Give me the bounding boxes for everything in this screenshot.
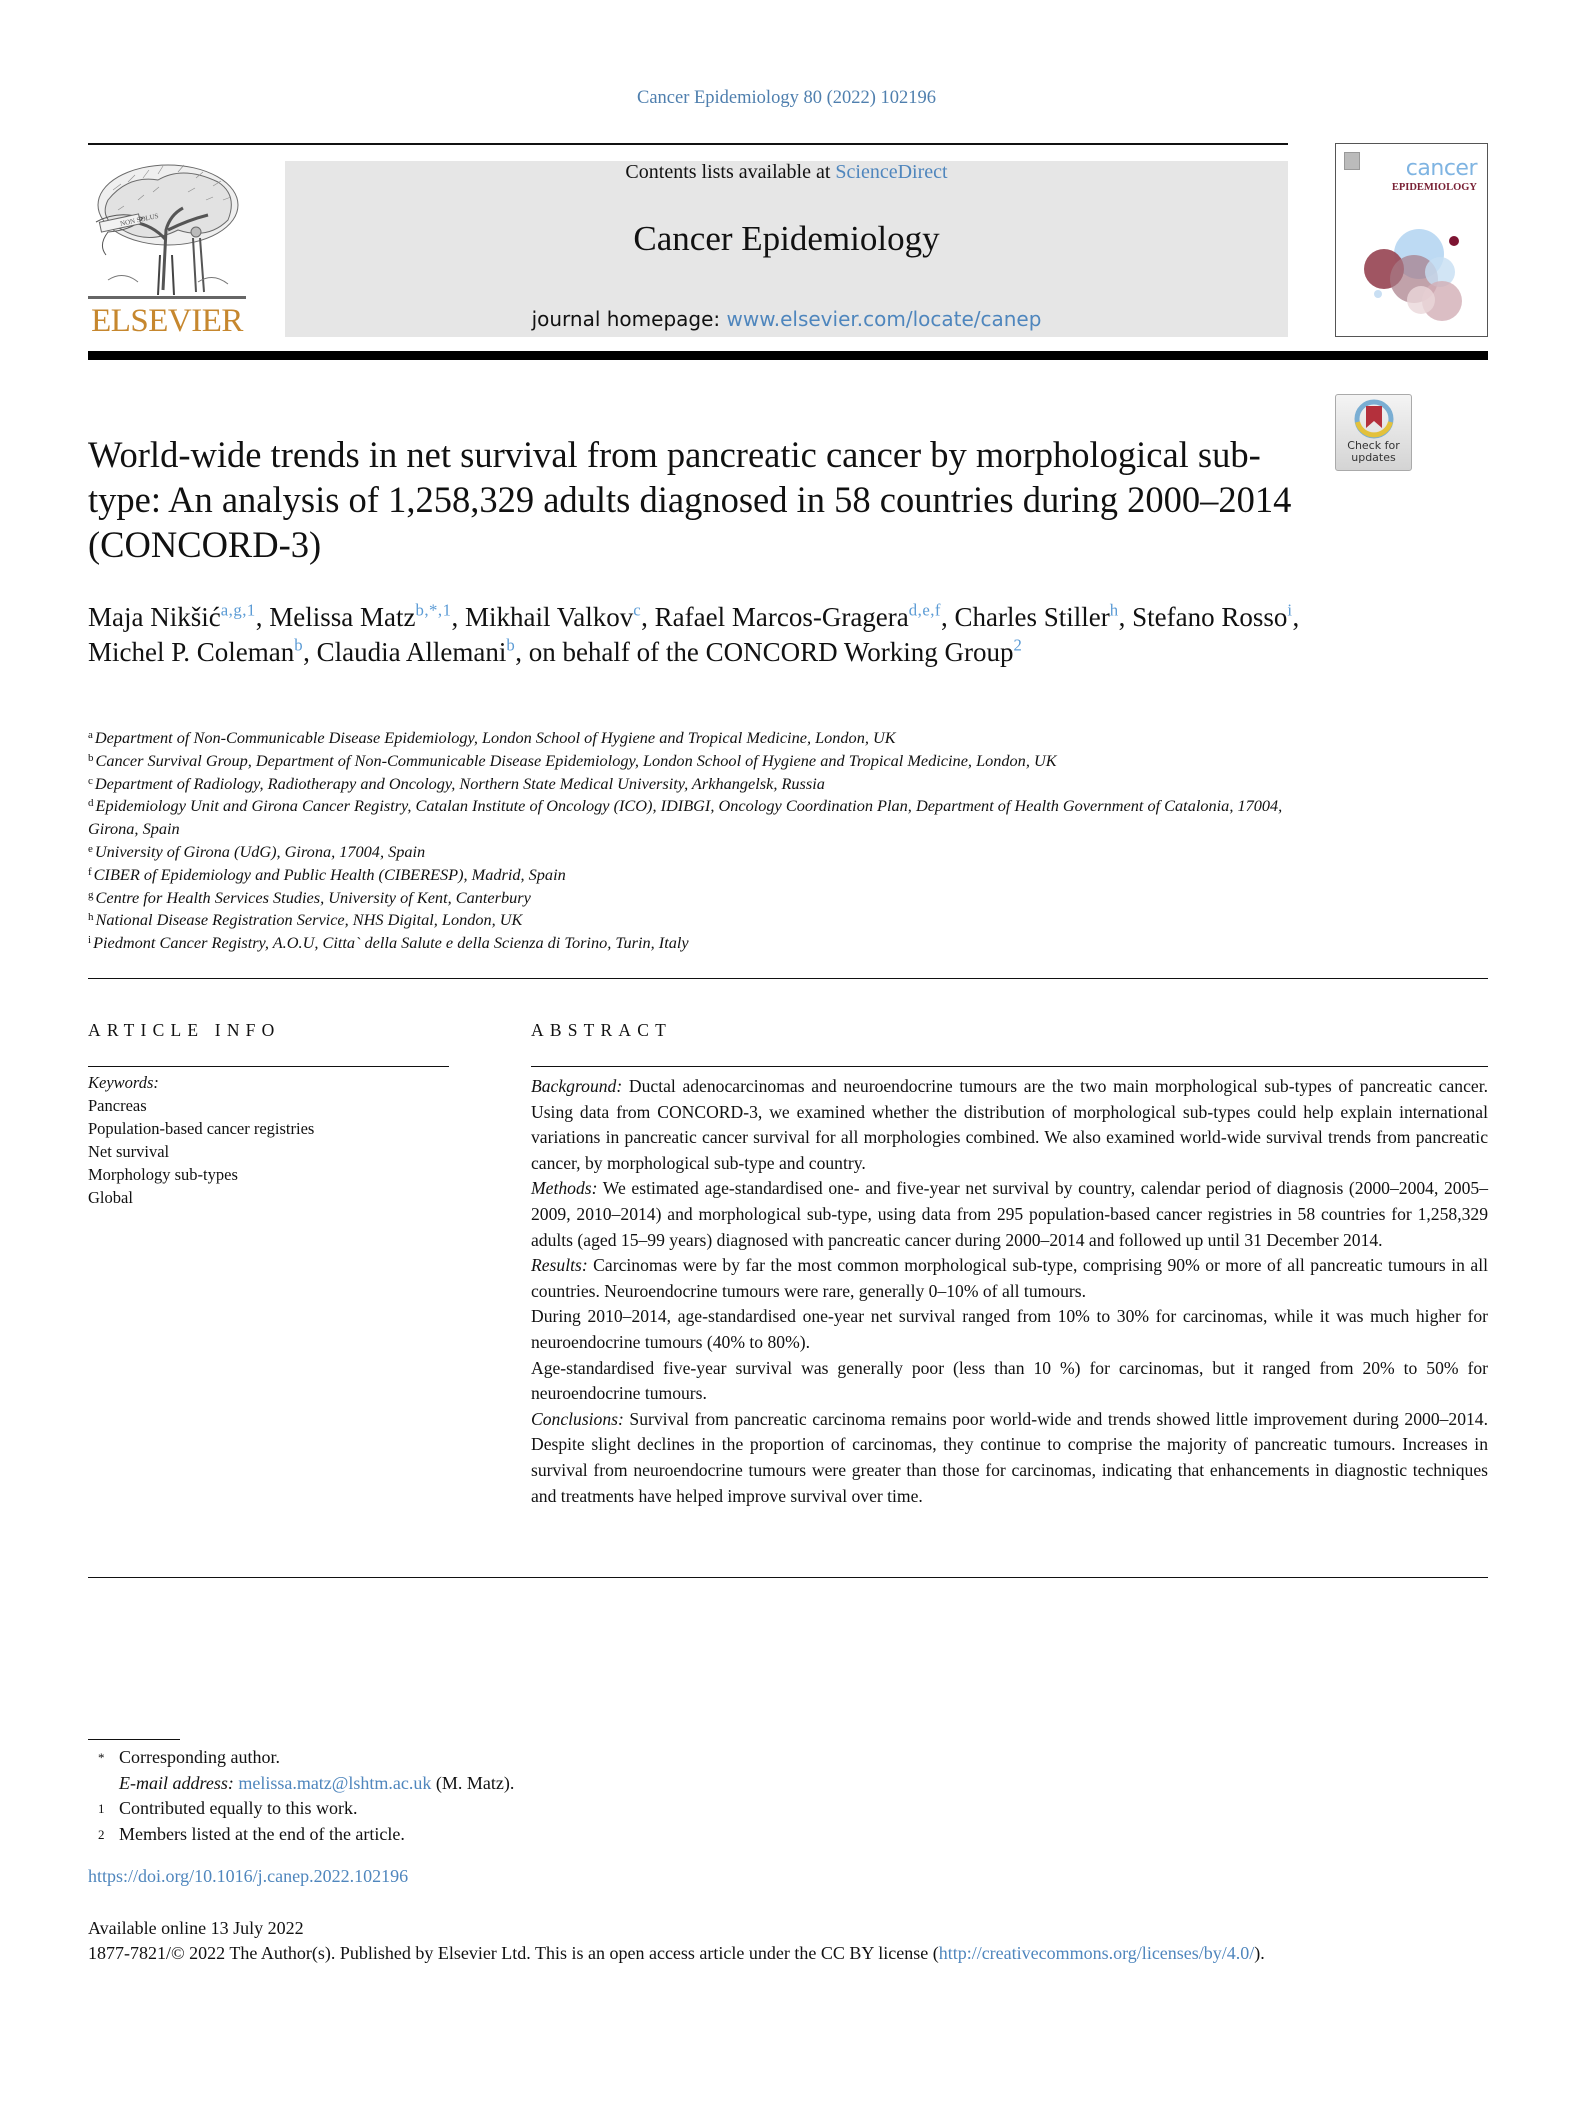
- affiliation-item: [88, 841, 1308, 864]
- running-head-journal-citation[interactable]: Cancer Epidemiology 80 (2022) 102196: [636, 88, 937, 108]
- abstract-text: Survival from pancreatic carcinoma remains poor world-wide and trends showed little improvement during 2000–2014. Despite slight declines in the proportion of carcinomas, they continue to comprise the majority of pancreatic tumours. Increases in survival from neuroendocrine tumours were greater than those for carcinomas, indicating that enhancements in diagnostic techniques and treatments have helped improve survival over time.: [531, 1408, 1488, 1506]
- abstract-divider: [531, 1066, 1488, 1067]
- contents-availability: [285, 161, 1288, 184]
- author-separator: ,: [941, 602, 955, 632]
- footnote-text: Members listed at the end of the article.: [119, 1823, 405, 1844]
- footnotes: [88, 1745, 988, 1847]
- abstract-paragraph: [531, 1304, 1488, 1355]
- journal-cover-thumbnail[interactable]: [1335, 143, 1488, 337]
- affiliation-item: [88, 909, 1308, 932]
- journal-homepage-link[interactable]: www.elsevier.com/locate/canep: [726, 307, 1042, 331]
- affiliation-text: National Disease Registration Service, NHS Digital, London, UK: [95, 910, 523, 930]
- affiliation-text: CIBER of Epidemiology and Public Health (CIBERESP), Madrid, Spain: [93, 864, 566, 884]
- author-affiliation-marks[interactable]: h: [1109, 600, 1119, 620]
- article-title: World-wide trends in net survival from pancreatic cancer by morphological sub-type: An analysis of 1,258,329 adults diagnosed in 58 countries during 2000–2014 (CONCORD-3): [88, 434, 1292, 565]
- journal-homepage: [285, 307, 1288, 331]
- article-info-heading: ARTICLE INFO: [88, 1020, 281, 1040]
- crossmark-bookmark-icon: [1353, 398, 1395, 440]
- available-online-date: Available online 13 July 2022: [88, 1918, 304, 1938]
- abstract-section-label: Methods:: [531, 1178, 598, 1199]
- author-name[interactable]: CONCORD Working Group: [705, 636, 1014, 667]
- author-name[interactable]: Rafael Marcos-Gragera: [654, 602, 909, 632]
- author-affiliation-marks[interactable]: d,e,f: [908, 600, 942, 620]
- author-affiliation-marks[interactable]: b: [506, 635, 516, 655]
- affiliation-text: Centre for Health Services Studies, University of Kent, Canterbury: [95, 887, 531, 907]
- check-updates-line1: Check for: [1347, 439, 1400, 452]
- affiliation-list: [88, 727, 1308, 955]
- journal-name: Cancer Epidemiology: [633, 219, 940, 258]
- affiliation-letter: a: [88, 729, 93, 742]
- abstract-section-label: Conclusions:: [531, 1408, 624, 1429]
- footnote-email: [88, 1771, 988, 1797]
- keyword-item[interactable]: Pancreas: [88, 1096, 147, 1115]
- footnote-mark: *: [98, 1750, 105, 1765]
- footnote-text: Contributed equally to this work.: [119, 1798, 358, 1818]
- author-affiliation-marks[interactable]: c: [633, 600, 642, 620]
- abstract-paragraph: [531, 1407, 1488, 1509]
- footnote-number: 2: [98, 1826, 105, 1842]
- abstract-bottom-divider: [88, 1577, 1488, 1578]
- abstract-text: Ductal adenocarcinomas and neuroendocrine tumours are the two main morphological sub-types of pancreatic cancer. Using data from CONCORD-3, we examined whether the distribution of morphological sub-types could help explain international variations in pancreatic cancer survival for all morphologies combined. We also examined world-wide survival trends from pancreatic cancer, by morphological sub-type and country.: [531, 1076, 1488, 1173]
- top-divider: [88, 143, 1288, 145]
- keywords-label: Keywords:: [88, 1073, 159, 1092]
- license-suffix: ).: [1254, 1943, 1265, 1963]
- abstract-paragraph: [531, 1253, 1488, 1304]
- sciencedirect-link[interactable]: ScienceDirect: [835, 161, 948, 183]
- cover-title-epidemiology: EPIDEMIOLOGY: [1391, 182, 1477, 193]
- author-affiliation-marks[interactable]: b: [294, 635, 304, 655]
- check-for-updates-button[interactable]: [1335, 394, 1412, 471]
- footnote-number: 1: [98, 1801, 105, 1816]
- affiliation-text: Cancer Survival Group, Department of Non-Communicable Disease Epidemiology, London School of Hygiene and Tropical Medicine, London, UK: [95, 750, 1057, 770]
- author-affiliation-marks[interactable]: a,g,1: [220, 600, 256, 620]
- affiliation-letter: e: [88, 843, 93, 856]
- author-separator: ,: [1118, 602, 1133, 632]
- journal-banner: [285, 161, 1288, 337]
- author-separator: ,: [451, 602, 465, 632]
- affiliation-item: [88, 887, 1308, 910]
- doi-link[interactable]: https://doi.org/10.1016/j.canep.2022.102196: [88, 1866, 409, 1886]
- footnote-corresponding: [88, 1745, 988, 1771]
- affiliation-letter: b: [88, 751, 94, 764]
- license-prefix: 1877-7821/© 2022 The Author(s). Published by Elsevier Ltd. This is an open access article under the CC BY license (: [88, 1943, 939, 1963]
- email-suffix: (M. Matz).: [431, 1772, 515, 1793]
- affiliation-letter: c: [88, 774, 93, 787]
- affiliation-item: [88, 864, 1308, 887]
- abstract-paragraph: [531, 1074, 1488, 1176]
- email-link[interactable]: melissa.matz@lshtm.ac.uk: [238, 1772, 432, 1793]
- keyword-item[interactable]: Global: [88, 1188, 133, 1207]
- homepage-prefix: journal homepage:: [531, 307, 721, 331]
- article-info-divider: [88, 1066, 449, 1067]
- author-name[interactable]: Claudia Allemani: [316, 636, 507, 667]
- affiliation-text: University of Girona (UdG), Girona, 17004, Spain: [94, 841, 426, 861]
- author-name[interactable]: Maja Nikšić: [88, 602, 221, 632]
- abstract-text: Age-standardised five-year survival was generally poor (less than 10 %) for carcinomas, but it ranged from 20% to 50% for neuroendocrine tumours.: [531, 1357, 1488, 1404]
- abstract-text: Carcinomas were by far the most common morphological sub-type, comprising 90% or more of all pancreatic tumours in all countries. Neuroendocrine tumours were rare, generally 0–10% of all tumours.: [531, 1255, 1488, 1301]
- license-link[interactable]: http://creativecommons.org/licenses/by/4.0/: [938, 1943, 1255, 1963]
- author-separator: , on behalf of the: [515, 636, 706, 667]
- affiliation-text: Department of Radiology, Radiotherapy and Oncology, Northern State Medical University, Arkhangelsk, Russia: [94, 773, 825, 793]
- affiliation-item: [88, 932, 1308, 955]
- keyword-item[interactable]: Net survival: [88, 1142, 170, 1161]
- affiliation-text: Department of Non-Communicable Disease Epidemiology, London School of Hygiene and Tropical Medicine, London, UK: [94, 728, 896, 747]
- author-name[interactable]: Mikhail Valkov: [464, 602, 634, 632]
- author-separator: ,: [303, 636, 317, 667]
- abstract-text: During 2010–2014, age-standardised one-year net survival ranged from 10% to 30% for carcinomas, while it was much higher for neuroendocrine tumours (40% to 80%).: [531, 1306, 1488, 1352]
- contents-prefix: Contents lists available at: [625, 161, 831, 183]
- affiliation-item: [88, 750, 1308, 773]
- keywords-block: [88, 1071, 438, 1209]
- author-name[interactable]: Michel P. Coleman: [88, 636, 295, 667]
- license-statement: [88, 1943, 1265, 1964]
- author-separator: ,: [1292, 602, 1300, 632]
- numbered-footnotes: [88, 1796, 988, 1847]
- keyword-item[interactable]: Morphology sub-types: [88, 1165, 238, 1184]
- affiliation-text: Epidemiology Unit and Girona Cancer Registry, Catalan Institute of Oncology (ICO), IDIBGI, Oncology Coordination Plan, Department of Health Government of Catalonia, 17004, Girona, Spain: [88, 796, 1283, 839]
- cover-title-cancer: cancer: [1405, 156, 1477, 181]
- author-list: [88, 600, 1308, 669]
- email-label: E-mail address:: [119, 1772, 234, 1793]
- elsevier-tree-icon: [88, 160, 246, 300]
- author-affiliation-marks[interactable]: 2: [1013, 635, 1023, 655]
- elsevier-wordmark: ELSEVIER: [91, 303, 243, 339]
- footnote-divider: [88, 1739, 180, 1740]
- abstract-section-label: Results:: [531, 1255, 588, 1276]
- footnote-item: [88, 1822, 988, 1848]
- affiliations-divider: [88, 978, 1488, 979]
- check-for-updates-label: [1336, 440, 1411, 464]
- affiliation-letter: i: [88, 934, 92, 947]
- author-affiliation-marks[interactable]: b,*,1: [415, 600, 452, 620]
- affiliation-letter: d: [88, 797, 94, 810]
- author-name[interactable]: Stefano Rosso: [1132, 602, 1288, 632]
- affiliation-text: Piedmont Cancer Registry, A.O.U, Citta` della Salute e della Scienza di Torino, Turin, Italy: [93, 933, 689, 953]
- author-name[interactable]: Charles Stiller: [954, 602, 1110, 632]
- abstract-text: We estimated age-standardised one- and five-year net survival by country, calendar period of diagnosis (2000–2004, 2005–2009, 2010–2014) and morphological sub-type, using data from 295 population-based cancer registries in 58 countries for 1,258,329 adults (aged 15–99 years) diagnosed with pancreatic cancer during 2000–2014 and followed up until 31 December 2014.: [531, 1178, 1488, 1250]
- header-thick-divider: [88, 351, 1488, 360]
- author-separator: ,: [641, 602, 655, 632]
- elsevier-logo[interactable]: [88, 160, 246, 338]
- affiliation-letter: h: [88, 911, 94, 924]
- keyword-item[interactable]: Population-based cancer registries: [88, 1119, 315, 1138]
- keyword-list: [88, 1094, 438, 1209]
- cover-circles-illustration-icon: [1336, 144, 1487, 336]
- elsevier-motto: NON SOLUS: [119, 211, 160, 228]
- affiliation-letter: f: [88, 865, 92, 878]
- affiliation-item: [88, 795, 1308, 841]
- author-affiliation-marks[interactable]: i: [1287, 600, 1293, 620]
- author-name[interactable]: Melissa Matz: [269, 602, 416, 632]
- affiliation-item: [88, 727, 1308, 750]
- abstract-section-label: Background:: [531, 1076, 623, 1096]
- abstract-body: [531, 1074, 1488, 1509]
- footnote-item: [88, 1796, 988, 1822]
- abstract-paragraph: [531, 1176, 1488, 1253]
- check-updates-line2: updates: [1351, 451, 1396, 464]
- author-separator: ,: [255, 602, 270, 632]
- abstract-paragraph: [531, 1356, 1488, 1407]
- abstract-heading: ABSTRACT: [531, 1020, 673, 1040]
- affiliation-letter: g: [88, 888, 94, 901]
- corresponding-author-note: Corresponding author.: [119, 1747, 280, 1767]
- affiliation-item: [88, 773, 1308, 796]
